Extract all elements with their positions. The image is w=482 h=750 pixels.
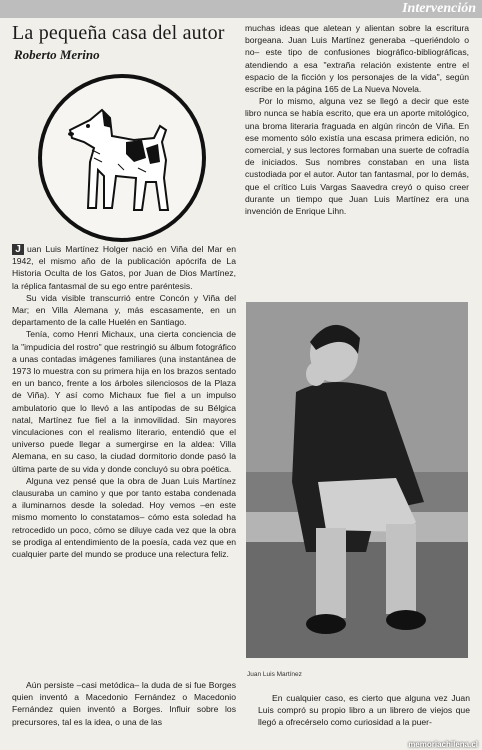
article-title: La pequeña casa del autor (12, 22, 225, 44)
right-column (245, 22, 469, 217)
watermark: memoriachilena.cl (408, 740, 478, 749)
paragraph-2: Su vida visible transcurrió entre Concón y Viña del Mar; en Villa Alemana y, más escasamente, en un departamento de la calle Huelén en Santiago. (12, 292, 236, 328)
dog-illustration (38, 74, 206, 242)
article-author: Roberto Merino (14, 47, 100, 62)
section-header-bar (0, 0, 482, 18)
left-column (12, 243, 236, 560)
photo-caption: Juan Luis Martínez (247, 671, 302, 678)
paragraph-5: muchas ideas que aletean y alientan sobre la escritura borgeana. Juan Luis Martínez generaba –queriéndolo o no– este tipo de confusiones biográfico-bibliográficas, atendiendo a esa "extraña relación existente entre el espacio de la ficción y los personajes de la vida", según escribe en la página 165 de La Nueva Novela. (245, 23, 469, 95)
author-photo (246, 302, 468, 658)
paragraph-3: Tenía, como Henri Michaux, una cierta conciencia de la "impudicia del rostro" que restringió su álbum fotográfico a unas contadas imágenes familiares (una instantánea de 1973 lo muestra con su primera hija en los brazos sentado en un banco, frente a los árboles silenciosos de la Plaza de Viña). Y así como Michaux fue fiel a un impulso ambulatorio que lo llevó a las antípodas de su Bélgica natal, Martínez fue fiel a la inmovilidad. Sin mayores vinculaciones con el realismo literario, entendió que el universo puede llegar a sumergirse en la aldea: Villa Alemana, en su caso, la ciudad dormitorio donde pasó la última parte de su vida y donde concluyó su obra poética. (12, 329, 236, 474)
paragraph-1: J uan Luis Martínez Holger nació en Viña del Mar en 1942, el mismo año de la publicación apócrifa de La Historia Oculta de los Gatos, por Juan de Dios Martínez, la réplica fantasmal de su ego entre paréntesis. (12, 244, 236, 291)
section-label: Intervención (402, 1, 476, 16)
paragraph-8: En cualquier caso, es cierto que alguna vez Juan Luis compró su propio libro a un librero de viejos que llegó a ofrecérselo como curiosidad a la puer- (258, 693, 470, 728)
right-column-bottom (258, 692, 470, 729)
paragraph-6: Por lo mismo, alguna vez se llegó a decir que este libro nunca se había escrito, que era un aporte mitológico, una broma literaria fraguada en algún rincón de Viña. En ese momento sólo existía una escasa primera edición, no comercial, y sus lectores formaban una suerte de cofradía de iniciados. Sus nombres constaban en una lista custodiada por el autor. Autor tan fantasmal, por lo demás, que el crítico Luis Vargas Saavedra creyó o quiso creer durante un tiempo que Juan Luis Martínez era una invención de Enrique Lihn. (245, 96, 469, 217)
drop-cap: J (12, 244, 24, 255)
left-column-bottom (12, 679, 236, 728)
paragraph-4: Alguna vez pensé que la obra de Juan Luis Martínez clausuraba un camino y que por tanto estaba condenada a iluminarnos desde la soledad. Hoy vemos –en este mismo momento lo constatamos– cómo esta soledad ha retrocedido un poco, cómo se diluye cada vez que la obra se prodiga al entendimiento de la poesía, cada vez que en cualquier parte del mundo se produce una relectura feliz. (12, 475, 236, 560)
paragraph-7: Aún persiste –casi metódica– la duda de si fue Borges quien inventó a Macedonio Fernández o Macedonio Fernández quien inventó a Borges. Influir sobre los precursores, tal es la idea, o una de las (12, 680, 236, 727)
